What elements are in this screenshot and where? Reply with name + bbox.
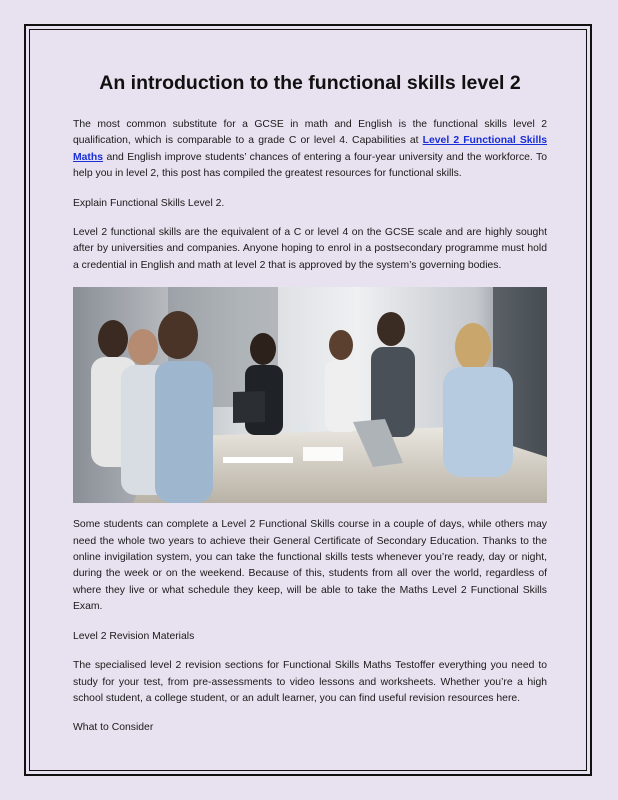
section-heading-consider: What to Consider: [73, 722, 154, 734]
intro-text-before: The most common substitute for a GCSE in math and English is the functional skills level 2 qualification, which is comparable to a grade C or level 4. Capabilities at: [73, 119, 547, 147]
article-title: An introduction to the functional skills level 2: [99, 72, 521, 94]
intro-text-after: and English improve students’ chances of entering a four-year university and the workforce. To help you in level 2, this post has compiled the greatest resources for functional skills.: [73, 151, 547, 180]
course-paragraph: Some students can complete a Level 2 Functional Skills course in a couple of days, while others may need the whole two years to achieve their General Certificate of Secondary Education. Thanks to the online invigilation system, you can take the functional skills tests whenever you’re ready, day or night, during the week or on the weekend. Because of this, students from all over the world, regardless of where they live or what schedule they keep, will be able to take the Maths Level 2 Functional Skills Exam.: [73, 519, 547, 613]
functional-skills-maths-link[interactable]: Level 2 Functional Skills Maths: [73, 135, 547, 163]
article: [73, 72, 547, 750]
meeting-photo: [73, 287, 547, 503]
section-heading-explain: Explain Functional Skills Level 2.: [73, 197, 225, 209]
revision-paragraph: The specialised level 2 revision sections for Functional Skills Maths Testoffer everything you need to study for your test, from pre-assessments to video lessons and worksheets. Whether you’re a high school student, a college student, or an adult learner, you can find useful revision resources here.: [73, 660, 547, 704]
explain-paragraph: Level 2 functional skills are the equivalent of a C or level 4 on the GCSE scale and are highly sought after by universities and companies. Anyone hoping to enrol in a postsecondary programme must hold a credential in English and math at level 2 that is approved by the system’s governing bodies.: [73, 227, 547, 271]
section-heading-revision: Level 2 Revision Materials: [73, 630, 195, 642]
intro-paragraph: [73, 117, 547, 183]
